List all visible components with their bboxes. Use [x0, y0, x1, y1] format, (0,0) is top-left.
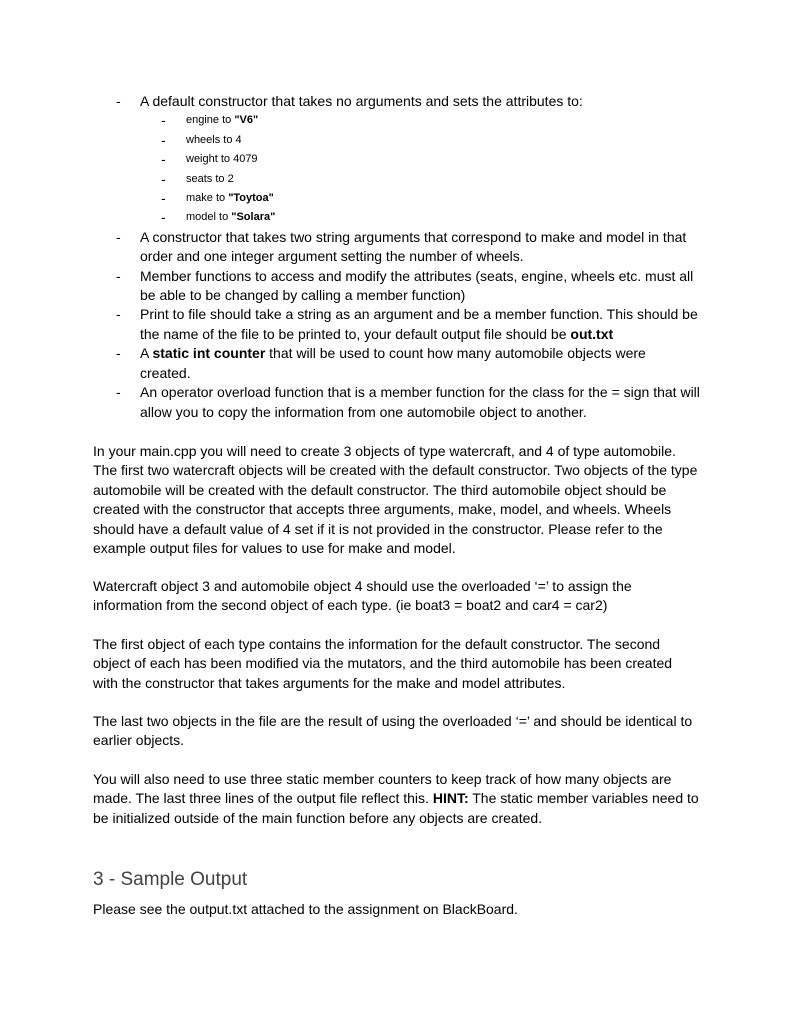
list-item: [0, 267, 700, 306]
list-item: [0, 305, 700, 344]
section-heading: 3 - Sample Output: [93, 869, 248, 890]
bold-text: HINT:: [432, 790, 469, 807]
sub-list-item: [0, 131, 791, 150]
bullet-dash: -: [116, 228, 121, 245]
text-segment: A: [140, 345, 153, 362]
sub-list-item: [0, 208, 791, 227]
bullet-dash: -: [116, 306, 121, 323]
paragraph: [93, 577, 699, 616]
bullet-dash: -: [161, 151, 166, 168]
text-segment: seats to 2: [186, 172, 234, 185]
text-segment: wheels to 4: [186, 133, 242, 146]
list-item: [0, 344, 700, 383]
text-segment: Print to file should take a string as an argument and be a member function. This should be the name of the file to be printed to, your default output file should be: [140, 306, 698, 342]
bullet-dash: -: [116, 384, 121, 401]
sub-list-item: [0, 189, 791, 208]
bullet-dash: -: [161, 131, 166, 148]
list-item: [0, 92, 700, 111]
text-segment: Member functions to access and modify the attributes (seats, engine, wheels etc. must all be able to be changed by calling a member function): [140, 267, 694, 304]
text-segment: engine to: [186, 114, 235, 127]
section-text: Please see the output.txt attached to the assignment on BlackBoard.: [93, 901, 518, 917]
paragraph: [93, 712, 699, 751]
text-segment: The static member variables need to be initialized outside of the main function before any objects are created.: [93, 790, 699, 826]
bullet-dash: -: [161, 190, 166, 207]
bullet-dash: -: [116, 267, 121, 284]
text-segment: In your main.cpp you will need to create 3 objects of type watercraft, and 4 of type automobile. The first two watercraft objects will be created with the default constructor. Two objects of the type automobile will be created with the default constructor. The third automobile object should be created with the constructor that accepts three arguments, make, model, and wheels. Wheels should have a default value of 4 set if it is not provided in the constructor. Please refer to the example output files for values to use for make and model.: [93, 443, 698, 557]
bullet-dash: -: [161, 170, 166, 187]
bold-text: static int counter: [152, 345, 266, 362]
text-segment: model to: [186, 211, 232, 224]
text-segment: The first object of each type contains the information for the default constructor. The second object of each has been modified via the mutators, and the third automobile has been created with the constructor that takes arguments for the make and model attributes.: [93, 636, 673, 691]
bold-text: "Toytoa": [228, 192, 274, 205]
bullet-dash: -: [116, 345, 121, 362]
text-segment: You will also need to use three static member counters to keep track of how many objects are made. The last three lines of the output file reflect this.: [93, 771, 672, 807]
bold-text: "Solara": [231, 211, 276, 224]
bold-text: out.txt: [570, 325, 614, 342]
text-segment: weight to 4079: [186, 153, 258, 166]
bold-text: "V6": [234, 114, 259, 127]
text-segment: An operator overload function that is a member function for the class for the = sign that will allow you to copy the information from one automobile object to another.: [140, 384, 700, 420]
bullet-dash: -: [116, 93, 121, 109]
text-segment: A constructor that takes two string arguments that correspond to make and model in that order and one integer argument setting the number of wheels.: [140, 228, 687, 265]
sub-list-item: [0, 150, 791, 169]
sub-list-item: [0, 111, 791, 130]
text-segment: that will be used to count how many automobile objects were created.: [140, 345, 646, 381]
text-segment: Watercraft object 3 and automobile object 4 should use the overloaded ‘=’ to assign the information from the second object of each type. (ie boat3 = boat2 and car4 = car2): [93, 578, 632, 614]
list-item: [0, 228, 700, 267]
requirements-list: [0, 92, 791, 422]
text-segment: The last two objects in the file are the result of using the overloaded ‘=’ and should be identical to earlier objects.: [93, 713, 693, 749]
list-item-text: A default constructor that takes no arguments and sets the attributes to:: [140, 93, 583, 109]
bullet-dash: -: [161, 112, 166, 129]
bullet-dash: -: [161, 209, 166, 226]
list-item: [0, 383, 700, 422]
paragraph: [93, 770, 699, 828]
paragraph: [93, 442, 699, 558]
paragraph: [93, 635, 699, 693]
text-segment: make to: [186, 192, 229, 205]
sub-list-item: [0, 170, 791, 189]
